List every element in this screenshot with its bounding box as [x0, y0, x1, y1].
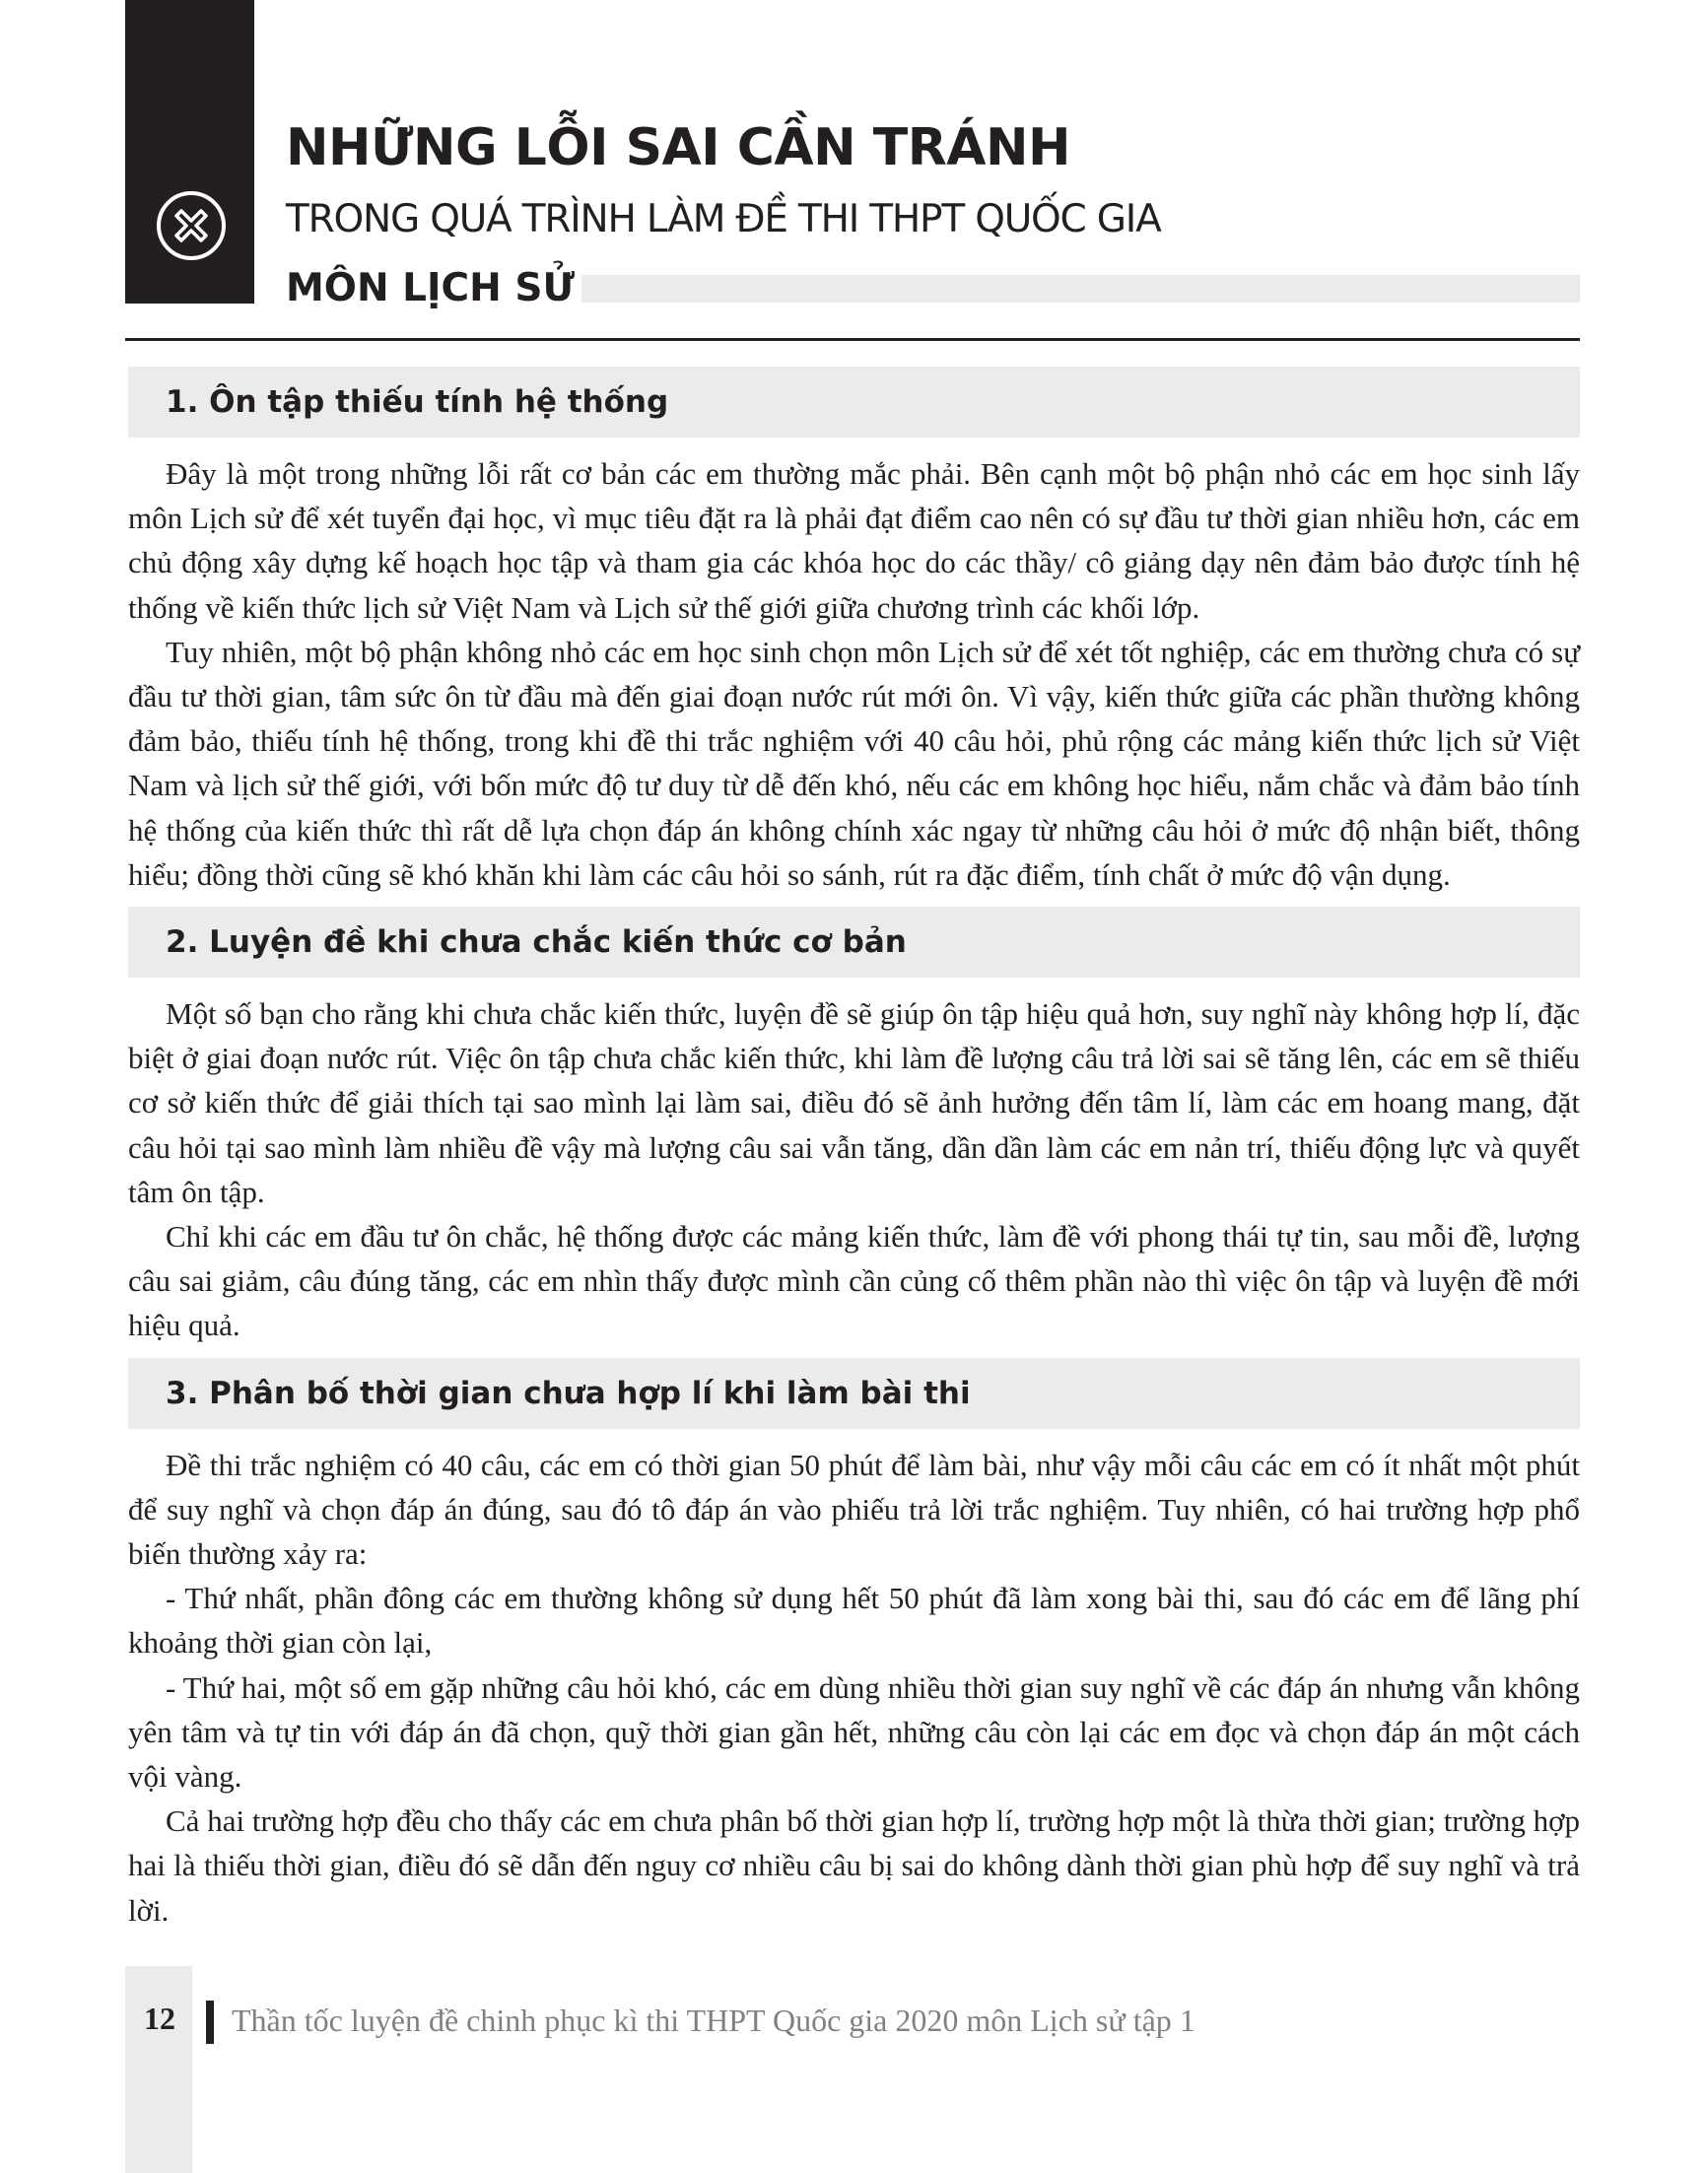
page-number: 12: [144, 2001, 175, 2036]
subject-title: MÔN LỊCH SỬ: [286, 266, 576, 310]
footer-grey-tab: [125, 1966, 192, 2173]
paragraph: Một số bạn cho rằng khi chưa chắc kiến thức, luyện đề sẽ giúp ôn tập hiệu quả hơn, suy nghĩ này không hợp lí, đặc biệt ở giai đoạn nước rút. Việc ôn tập chưa chắc kiến thức, khi làm đề lượng câu trả lời sai sẽ tăng lên, các em sẽ thiếu cơ sở kiến thức để giải thích tại sao mình lại làm sai, điều đó sẽ ảnh hưởng đến tâm lí, làm các em hoang mang, đặt câu hỏi tại sao mình làm nhiều đề vậy mà lượng câu sai vẫn tăng, dần dần làm các em nản trí, thiếu động lực và quyết tâm ôn tập.: [128, 996, 1580, 1209]
section-2: [128, 907, 1580, 1348]
section-text: [128, 991, 1580, 1348]
section-3: [128, 1358, 1580, 1933]
paragraph: Tuy nhiên, một bộ phận không nhỏ các em học sinh chọn môn Lịch sử để xét tốt nghiệp, các em thường chưa có sự đầu tư thời gian, tâm sức ôn từ đầu mà đến giai đoạn nước rút mới ôn. Vì vậy, kiến thức giữa các phần thường không đảm bảo, thiếu tính hệ thống, trong khi đề thi trắc nghiệm với 40 câu hỏi, phủ rộng các mảng kiến thức lịch sử Việt Nam và lịch sử thế giới, với bốn mức độ tư duy từ dễ đến khó, nếu các em không học hiểu, nắm chắc và đảm bảo tính hệ thống của kiến thức thì rất dễ lựa chọn đáp án không chính xác ngay từ những câu hỏi ở mức độ nhận biết, thông hiểu; đồng thời cũng sẽ khó khăn khi làm các câu hỏi so sánh, rút ra đặc điểm, tính chất ở mức độ vận dụng.: [128, 634, 1580, 892]
section-1: [128, 367, 1580, 897]
section-heading: 3. Phân bố thời gian chưa hợp lí khi làm bài thi: [128, 1358, 1580, 1429]
paragraph: Cả hai trường hợp đều cho thấy các em chưa phân bố thời gian hợp lí, trường hợp một là thừa thời gian; trường hợp hai là thiếu thời gian, điều đó sẽ dẫn đến nguy cơ nhiều câu bị sai do không dành thời gian phù hợp để suy nghĩ và trả lời.: [128, 1803, 1580, 1928]
page-subtitle: TRONG QUÁ TRÌNH LÀM ĐỀ THI THPT QUỐC GIA: [286, 197, 1161, 241]
paragraph: - Thứ hai, một số em gặp những câu hỏi khó, các em dùng nhiều thời gian suy nghĩ về các đáp án nhưng vẫn không yên tâm và tự tin với đáp án đã chọn, quỹ thời gian gần hết, những câu còn lại các em đọc và chọn đáp án một cách vội vàng.: [128, 1669, 1580, 1795]
paragraph: Chỉ khi các em đầu tư ôn chắc, hệ thống được các mảng kiến thức, làm đề với phong thái tự tin, sau mỗi đề, lượng câu sai giảm, câu đúng tăng, các em nhìn thấy được mình cần củng cố thêm phần nào thì việc ôn tập và luyện đề mới hiệu quả.: [128, 1219, 1580, 1343]
subject-underline-bar: [581, 275, 1580, 303]
section-text: [128, 1443, 1580, 1933]
header-divider: [125, 338, 1580, 341]
header-black-tab: [125, 0, 254, 304]
article-body: [128, 367, 1580, 1942]
paragraph: Đề thi trắc nghiệm có 40 câu, các em có thời gian 50 phút để làm bài, như vậy mỗi câu các em có ít nhất một phút để suy nghĩ và chọn đáp án đúng, sau đó tô đáp án vào phiếu trả lời trắc nghiệm. Tuy nhiên, có hai trường hợp phổ biến thường xảy ra:: [128, 1447, 1580, 1572]
section-heading: 2. Luyện đề khi chưa chắc kiến thức cơ bản: [128, 907, 1580, 978]
section-heading: 1. Ôn tập thiếu tính hệ thống: [128, 367, 1580, 438]
footer-book-title: Thần tốc luyện đề chinh phục kì thi THPT Quốc gia 2020 môn Lịch sử tập 1: [232, 2003, 1196, 2038]
paragraph: Đây là một trong những lỗi rất cơ bản các em thường mắc phải. Bên cạnh một bộ phận nhỏ các em học sinh lấy môn Lịch sử để xét tuyển đại học, vì mục tiêu đặt ra là phải đạt điểm cao nên có sự đầu tư thời gian nhiều hơn, các em chủ động xây dựng kế hoạch học tập và tham gia các khóa học do các thầy/ cô giảng dạy nên đảm bảo được tính hệ thống về kiến thức lịch sử Việt Nam và Lịch sử thế giới giữa chương trình các khối lớp.: [128, 456, 1580, 625]
page-title: NHỮNG LỖI SAI CẦN TRÁNH: [286, 118, 1071, 177]
paragraph: - Thứ nhất, phần đông các em thường không sử dụng hết 50 phút đã làm xong bài thi, sau đó các em để lãng phí khoảng thời gian còn lại,: [128, 1581, 1580, 1661]
section-text: [128, 451, 1580, 897]
footer-separator: [206, 2001, 214, 2044]
x-circle-icon: [155, 189, 228, 262]
